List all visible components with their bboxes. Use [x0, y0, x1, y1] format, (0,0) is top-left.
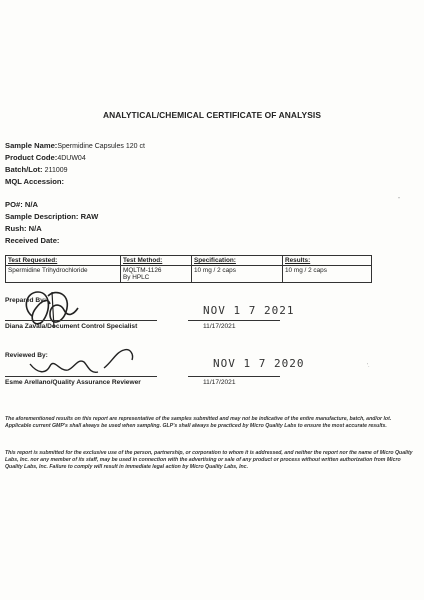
prepared-signature-line — [5, 320, 157, 321]
prepared-signer: Diana Zavala/Document Control Specialist — [5, 323, 138, 330]
po-value: N/A — [24, 200, 38, 209]
po-label: PO#: — [5, 200, 23, 209]
reviewed-by-label: Reviewed By: — [5, 352, 48, 359]
document-title: ANALYTICAL/CHEMICAL CERTIFICATE OF ANALYSIS — [102, 110, 322, 120]
rush-value: N/A — [28, 224, 42, 233]
header-results: Results: — [283, 256, 372, 266]
method-line-1: MQLTM-1126 — [123, 267, 162, 274]
prepared-date: 11/17/2021 — [203, 323, 236, 330]
received-date-label: Received Date: — [5, 236, 60, 245]
batch-lot-label: Batch/Lot: — [5, 165, 43, 174]
reviewed-date-stamp: NOV 1 7 2020 — [213, 357, 305, 370]
prepared-date-stamp: NOV 1 7 2021 — [203, 304, 295, 317]
sample-description-field — [5, 212, 98, 221]
sample-description-value: RAW — [80, 212, 99, 221]
cell-test: Spermidine Trihydrochloride — [6, 266, 121, 283]
rush-field — [5, 224, 42, 233]
header-test-method: Test Method: — [121, 256, 192, 266]
reviewed-signer: Esme Arellano/Quality Assurance Reviewer — [5, 379, 141, 386]
sample-name-field — [5, 141, 145, 150]
header-specification: Specification: — [192, 256, 283, 266]
prepared-date-line — [188, 320, 280, 321]
header-test-requested: Test Requested: — [6, 256, 121, 266]
sample-description-label: Sample Description: — [5, 212, 79, 221]
sample-name-value: Spermidine Capsules 120 ct — [57, 143, 145, 150]
cell-specification: 10 mg / 2 caps — [192, 266, 283, 283]
reviewed-date-line — [188, 376, 280, 377]
results-table — [5, 255, 372, 283]
rush-label: Rush: — [5, 224, 27, 233]
prepared-by-label: Prepared By: — [5, 297, 47, 304]
product-code-label: Product Code: — [5, 153, 58, 162]
mql-accession-label: MQL Accession: — [5, 177, 65, 186]
table-row — [6, 266, 372, 283]
cell-result: 10 mg / 2 caps — [283, 266, 372, 283]
cell-method — [121, 266, 192, 283]
batch-lot-field — [5, 165, 68, 174]
disclaimer-paragraph-1: The aforementioned results on this report are representative of the samples submitted and may not be indicative of the entire manufacture, batch, and/or lot. Applicable current GMP's shall always be used when sampling. GLP's shall always be practiced by Micro Quality Labs to ensure the most accurate results. — [5, 416, 392, 430]
sample-name-label: Sample Name: — [5, 141, 58, 150]
disclaimer-paragraph-2: This report is submitted for the exclusive use of the person, partnership, or corporation to whom it is addressed, and neither the report nor the name of Micro Quality Labs, Inc. nor any member of its staff, may be used in connection with the advertising or sale of any product or process without written authorization from Micro Quality Labs, Inc. Failure to comply will result in immediate legal action by Micro Quality Labs, Inc. — [5, 450, 413, 471]
product-code-value: 4DUW04 — [57, 155, 86, 162]
results-header-row — [6, 256, 372, 266]
scan-speck: ʼʼ — [398, 197, 401, 203]
scan-speck: ʼ. — [367, 363, 370, 369]
reviewed-date: 11/17/2021 — [203, 379, 236, 386]
received-date-field — [5, 236, 59, 245]
reviewed-signature-line — [5, 376, 157, 377]
product-code-field — [5, 153, 86, 162]
reviewed-signature-image — [28, 344, 138, 380]
batch-lot-value: 211009 — [44, 167, 68, 174]
method-line-2: By HPLC — [123, 274, 150, 281]
po-field — [5, 200, 38, 209]
mql-accession-field — [5, 177, 64, 186]
